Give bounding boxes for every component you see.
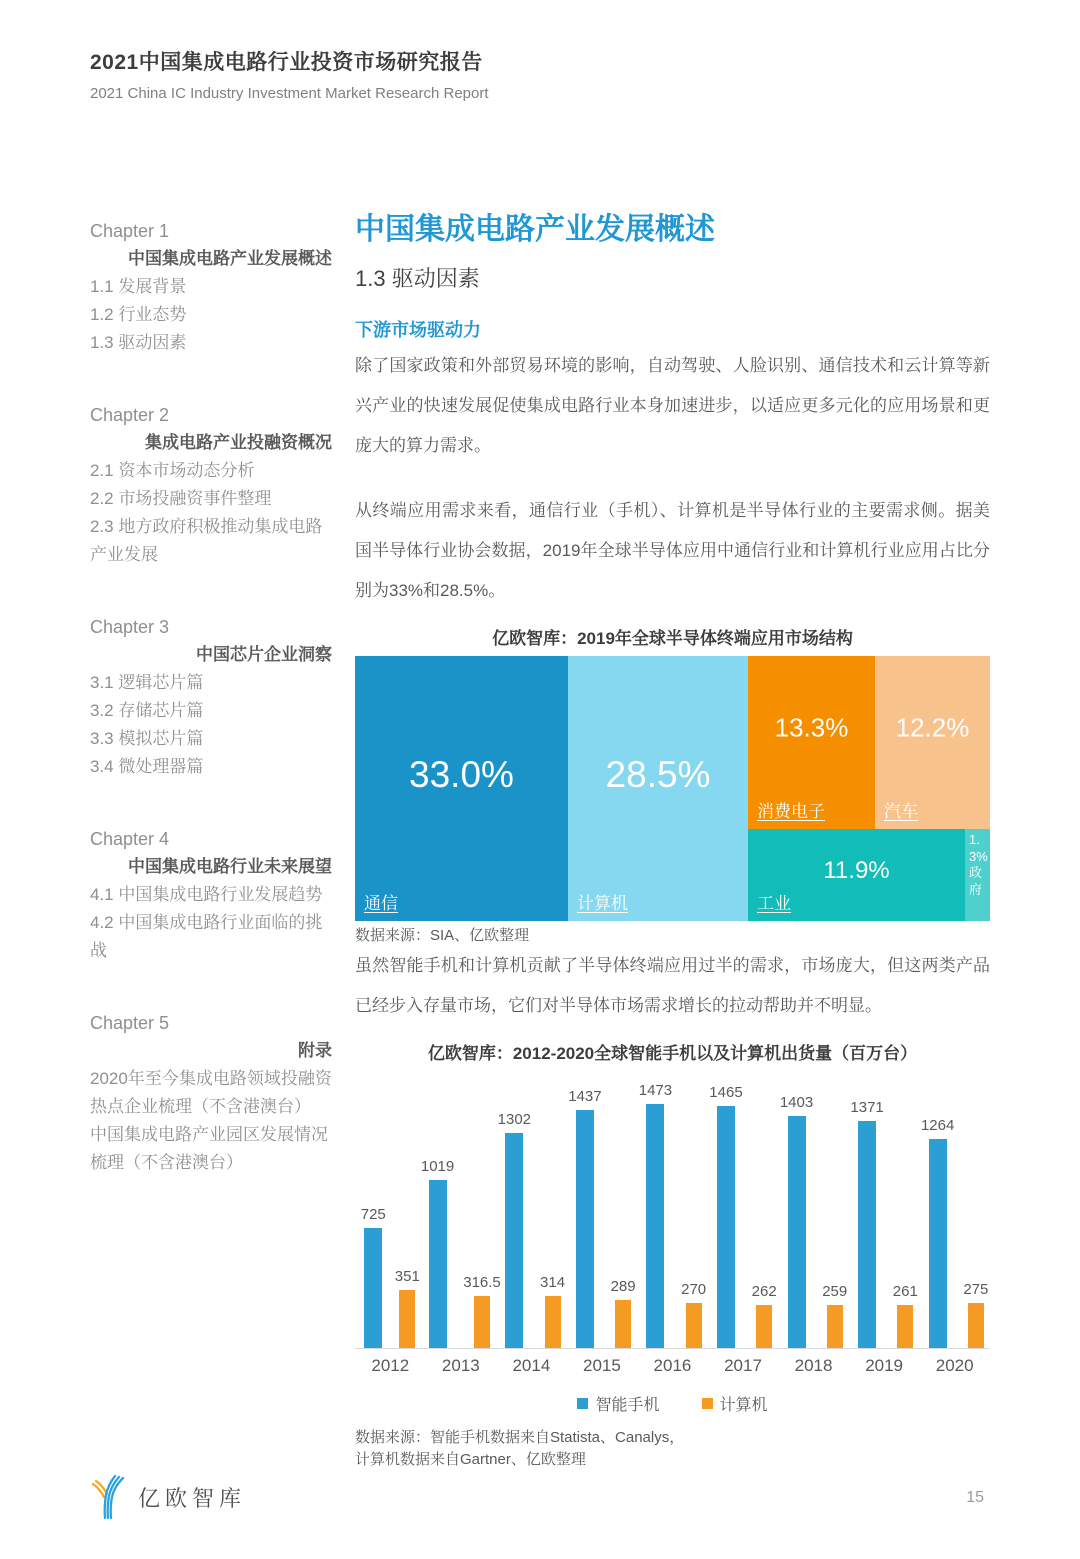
logo-y-icon [88,1474,128,1520]
bar-group-2013 [420,1077,501,1348]
计算机-bar [686,1303,702,1348]
bar-group-2014 [496,1077,567,1348]
x-axis-tick: 2019 [865,1355,904,1375]
page-number: 15 [966,1489,984,1506]
bar-column [498,1111,531,1348]
bar-column [822,1283,847,1348]
x-axis-tick: 2020 [935,1355,974,1375]
bar-column [421,1158,454,1348]
page-title: 中国集成电路产业发展概述 [355,213,715,246]
toc-chapter-4 [90,826,332,965]
toc-chapter-2 [90,402,332,569]
toc-item: 1.2 行业态势 [90,305,187,324]
bar-column [893,1283,918,1348]
bar-column [540,1274,565,1348]
bar-chart-source-line1: 数据来源：智能手机数据来自Statista、Canalys， [355,1428,685,1446]
toc-item: 中国集成电路产业园区发展情况梳理（不含港澳台） [90,1125,328,1172]
publisher-logo [88,1474,246,1520]
segment-value: 28.5% [605,753,711,795]
bar-value-label: 259 [822,1282,848,1300]
bar-column [681,1281,706,1348]
x-axis-tick: 2013 [441,1355,480,1375]
计算机-bar [968,1303,984,1348]
segment-label: 汽车 [884,801,918,821]
segment-label: 工业 [757,893,791,913]
segment-value: 12.2% [895,712,970,743]
bar-column [568,1088,601,1348]
legend-label: 计算机 [719,1396,768,1414]
bar-group-2017 [708,1077,779,1348]
smartphone-legend-swatch [577,1398,588,1409]
bar-group-2019 [849,1077,920,1348]
bar-column [752,1283,777,1348]
toc-item: 2020年至今集成电路领域投融资热点企业梳理（不含港澳台） [90,1069,332,1116]
toc-item: 1.1 发展背景 [90,277,187,296]
x-axis-tick: 2012 [371,1355,410,1375]
report-title-zh: 2021中国集成电路行业投资市场研究报告 [90,51,483,74]
bar-value-label: 1465 [709,1083,743,1101]
智能手机-bar [929,1139,947,1348]
bar-chart-title: 亿欧智库：2012-2020全球智能手机以及计算机出货量（百万台） [427,1043,918,1063]
subsection-heading: 下游市场驱动力 [355,320,481,340]
chapter-label: Chapter 1 [90,221,170,241]
bar-value-label: 1473 [638,1081,673,1099]
bar-column [780,1094,813,1348]
智能手机-bar [505,1133,523,1348]
bar-column [963,1281,988,1348]
智能手机-bar [788,1116,806,1348]
toc-item: 1.3 驱动因素 [90,333,187,352]
treemap-segment-industrial [748,829,965,921]
segment-label: 计算机 [577,893,628,913]
bar-group-2016 [637,1077,708,1348]
x-axis-tick: 2014 [512,1355,551,1375]
bar-value-label: 1302 [497,1110,532,1128]
bar-column [361,1206,386,1348]
x-axis-tick: 2015 [583,1355,621,1375]
计算机-bar [827,1305,843,1348]
计算机-bar [399,1290,415,1348]
publisher-name: 亿欧智库 [138,1485,247,1511]
segment-value: 13.3% [774,712,849,743]
toc-item: 4.1 中国集成电路行业发展趋势 [90,885,323,904]
bar-column [395,1268,420,1348]
x-axis-tick: 2018 [794,1355,833,1375]
toc-item: 2.2 市场投融资事件整理 [90,489,272,508]
treemap-segment-communication [355,656,568,921]
bar-group-2020 [919,1077,990,1348]
智能手机-bar [364,1228,382,1348]
chapter-label: Chapter 5 [90,1013,170,1033]
bar-group-2018 [778,1077,849,1348]
bar-value-label: 289 [610,1277,636,1295]
智能手机-bar [646,1104,664,1348]
legend-label: 智能手机 [595,1396,660,1414]
chapter-title: 中国芯片企业洞察 [196,645,332,664]
计算机-bar [756,1305,772,1348]
bar-value-label: 1403 [779,1093,814,1111]
segment-label: 通信 [364,893,398,913]
计算机-bar [897,1305,913,1348]
chapter-label: Chapter 2 [90,405,170,425]
bar-value-label: 1264 [920,1116,955,1134]
bar-value-label: 314 [540,1273,566,1291]
toc-item: 2.1 资本市场动态分析 [90,461,255,480]
toc-item: 3.2 存储芯片篇 [90,701,204,720]
legend-item-smartphone [577,1392,659,1415]
bar-column [850,1099,883,1348]
chapter-title: 中国集成电路产业发展概述 [128,249,332,268]
toc-item: 4.2 中国集成电路行业面临的挑战 [90,913,323,960]
report-header [90,46,489,102]
bar-column [639,1082,672,1348]
treemap-segment-computer [568,656,748,921]
bar-chart-x-axis [355,1356,990,1376]
bar-value-label: 1019 [420,1157,455,1175]
bar-value-label: 1371 [850,1098,884,1116]
bar-group-2015 [567,1077,638,1348]
bar-chart-legend [355,1392,990,1415]
bar-value-label: 262 [751,1282,777,1300]
toc-chapter-1 [90,218,332,357]
segment-value: 33.0% [409,753,514,795]
bar-column [921,1117,954,1348]
bar-value-label: 725 [360,1205,386,1223]
report-title-en: 2021 China IC Industry Investment Market Research Report [90,85,489,102]
segment-value: 1.3% [969,831,988,864]
bar-column [709,1084,742,1348]
paragraph-3: 虽然智能手机和计算机贡献了半导体终端应用过半的需求，市场庞大，但这两类产品已经步入存量市场，它们对半导体市场需求增长的拉动帮助并不明显。 [355,955,990,1015]
x-axis-tick: 2017 [724,1355,762,1375]
treemap-segment-consumer-electronics [748,656,875,829]
chapter-title: 附录 [298,1041,332,1060]
toc-item: 2.3 地方政府积极推动集成电路产业发展 [90,517,323,564]
treemap-segment-government [965,829,990,921]
treemap-source: 数据来源：SIA、亿欧整理 [355,926,530,944]
智能手机-bar [858,1121,876,1348]
segment-label: 消费电子 [757,801,825,821]
paragraph-1: 除了国家政策和外部贸易环境的影响，自动驾驶、人脸识别、通信技术和云计算等新兴产业的快速发展促使集成电路行业本身加速进步，以适应更多元化的应用场景和更庞大的算力需求。 [355,356,990,455]
智能手机-bar [576,1110,594,1348]
treemap-chart [355,656,990,921]
segment-label: 政府 [969,865,983,898]
bar-chart-source-line2: 计算机数据来自Gartner、亿欧整理 [355,1450,586,1468]
toc-item: 3.4 微处理器篇 [90,757,204,776]
toc-item: 3.1 逻辑芯片篇 [90,673,204,692]
x-axis-tick: 2016 [653,1355,692,1375]
计算机-bar [474,1296,490,1348]
chapter-title: 集成电路产业投融资概况 [145,433,332,452]
paragraph-2: 从终端应用需求来看，通信行业（手机）、计算机是半导体行业的主要需求侧。据美国半导体行业协会数据，2019年全球半导体应用中通信行业和计算机行业应用占比分别为33%和28.5%。 [355,500,990,600]
section-heading: 1.3 驱动因素 [355,266,480,291]
智能手机-bar [717,1106,735,1348]
toc-chapter-5 [90,1010,332,1177]
treemap-right-column [748,656,990,921]
sidebar-toc [90,218,332,1222]
toc-item: 3.3 模拟芯片篇 [90,729,204,748]
bar-value-label: 316.5 [463,1273,501,1291]
bar-value-label: 1437 [568,1087,602,1105]
bar-value-label: 261 [892,1282,918,1300]
segment-value: 11.9% [823,856,890,884]
bar-value-label: 351 [394,1267,420,1285]
treemap-segment-automotive [875,656,990,829]
bar-chart-plot [355,1077,990,1349]
bar-value-label: 270 [681,1280,707,1298]
toc-chapter-3 [90,614,332,781]
chapter-label: Chapter 3 [90,617,170,637]
treemap-chart-title: 亿欧智库：2019年全球半导体终端应用市场结构 [492,628,853,648]
计算机-bar [615,1300,631,1348]
bar-value-label: 275 [963,1280,989,1298]
main-content [355,212,990,1471]
legend-item-computer [702,1392,768,1415]
智能手机-bar [429,1180,447,1348]
bar-chart-source [355,1427,990,1471]
计算机-bar [545,1296,561,1348]
bar-group-2012 [355,1077,426,1348]
bar-column [611,1278,636,1348]
chapter-label: Chapter 4 [90,829,170,849]
chapter-title: 中国集成电路行业未来展望 [128,857,332,876]
computer-legend-swatch [702,1398,713,1409]
